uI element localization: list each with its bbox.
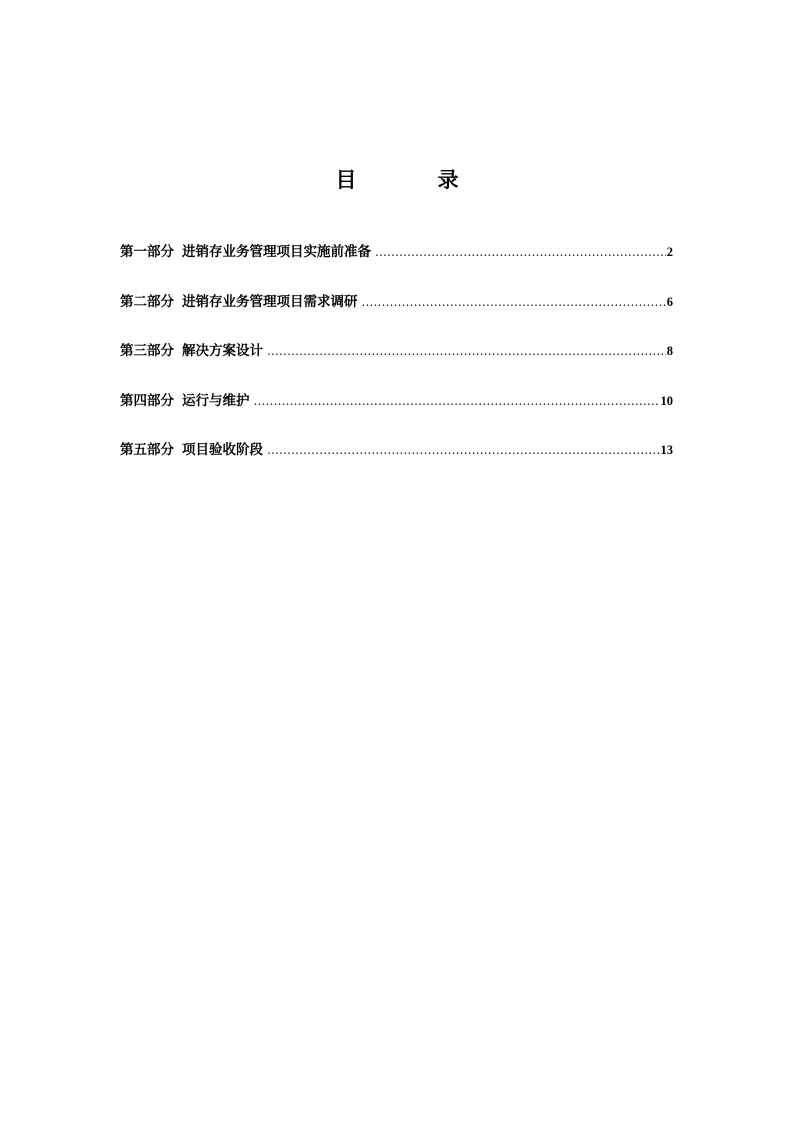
toc-dot-leader	[362, 295, 666, 309]
toc-part-label: 第五部分	[120, 442, 174, 458]
toc-entry-title: 运行与维护	[182, 392, 250, 409]
toc-entry[interactable]	[120, 339, 673, 389]
toc-entry[interactable]	[120, 438, 673, 488]
toc-part-label: 第一部分	[120, 244, 174, 260]
toc-dot-leader	[267, 443, 660, 457]
toc-entry-title: 进销存业务管理项目需求调研	[182, 293, 358, 310]
toc-entry-title: 解决方案设计	[182, 343, 263, 359]
toc-entry[interactable]	[120, 389, 673, 439]
toc-dot-leader	[267, 344, 666, 358]
table-of-contents	[120, 240, 673, 488]
toc-entry[interactable]	[120, 240, 673, 290]
toc-page-number: 10	[660, 393, 673, 408]
toc-part-label: 第四部分	[120, 392, 174, 409]
toc-page-number: 2	[666, 245, 673, 259]
toc-page-number: 13	[660, 443, 673, 457]
toc-entry-title: 进销存业务管理项目实施前准备	[182, 244, 371, 260]
toc-entry[interactable]	[120, 290, 673, 340]
toc-title: 目 录	[335, 167, 489, 192]
toc-page-number: 8	[666, 344, 673, 358]
toc-page-number: 6	[666, 294, 673, 309]
toc-entry-title: 项目验收阶段	[182, 442, 263, 458]
toc-part-label: 第二部分	[120, 293, 174, 310]
toc-dot-leader	[375, 245, 666, 259]
toc-dot-leader	[254, 394, 660, 408]
toc-part-label: 第三部分	[120, 343, 174, 359]
